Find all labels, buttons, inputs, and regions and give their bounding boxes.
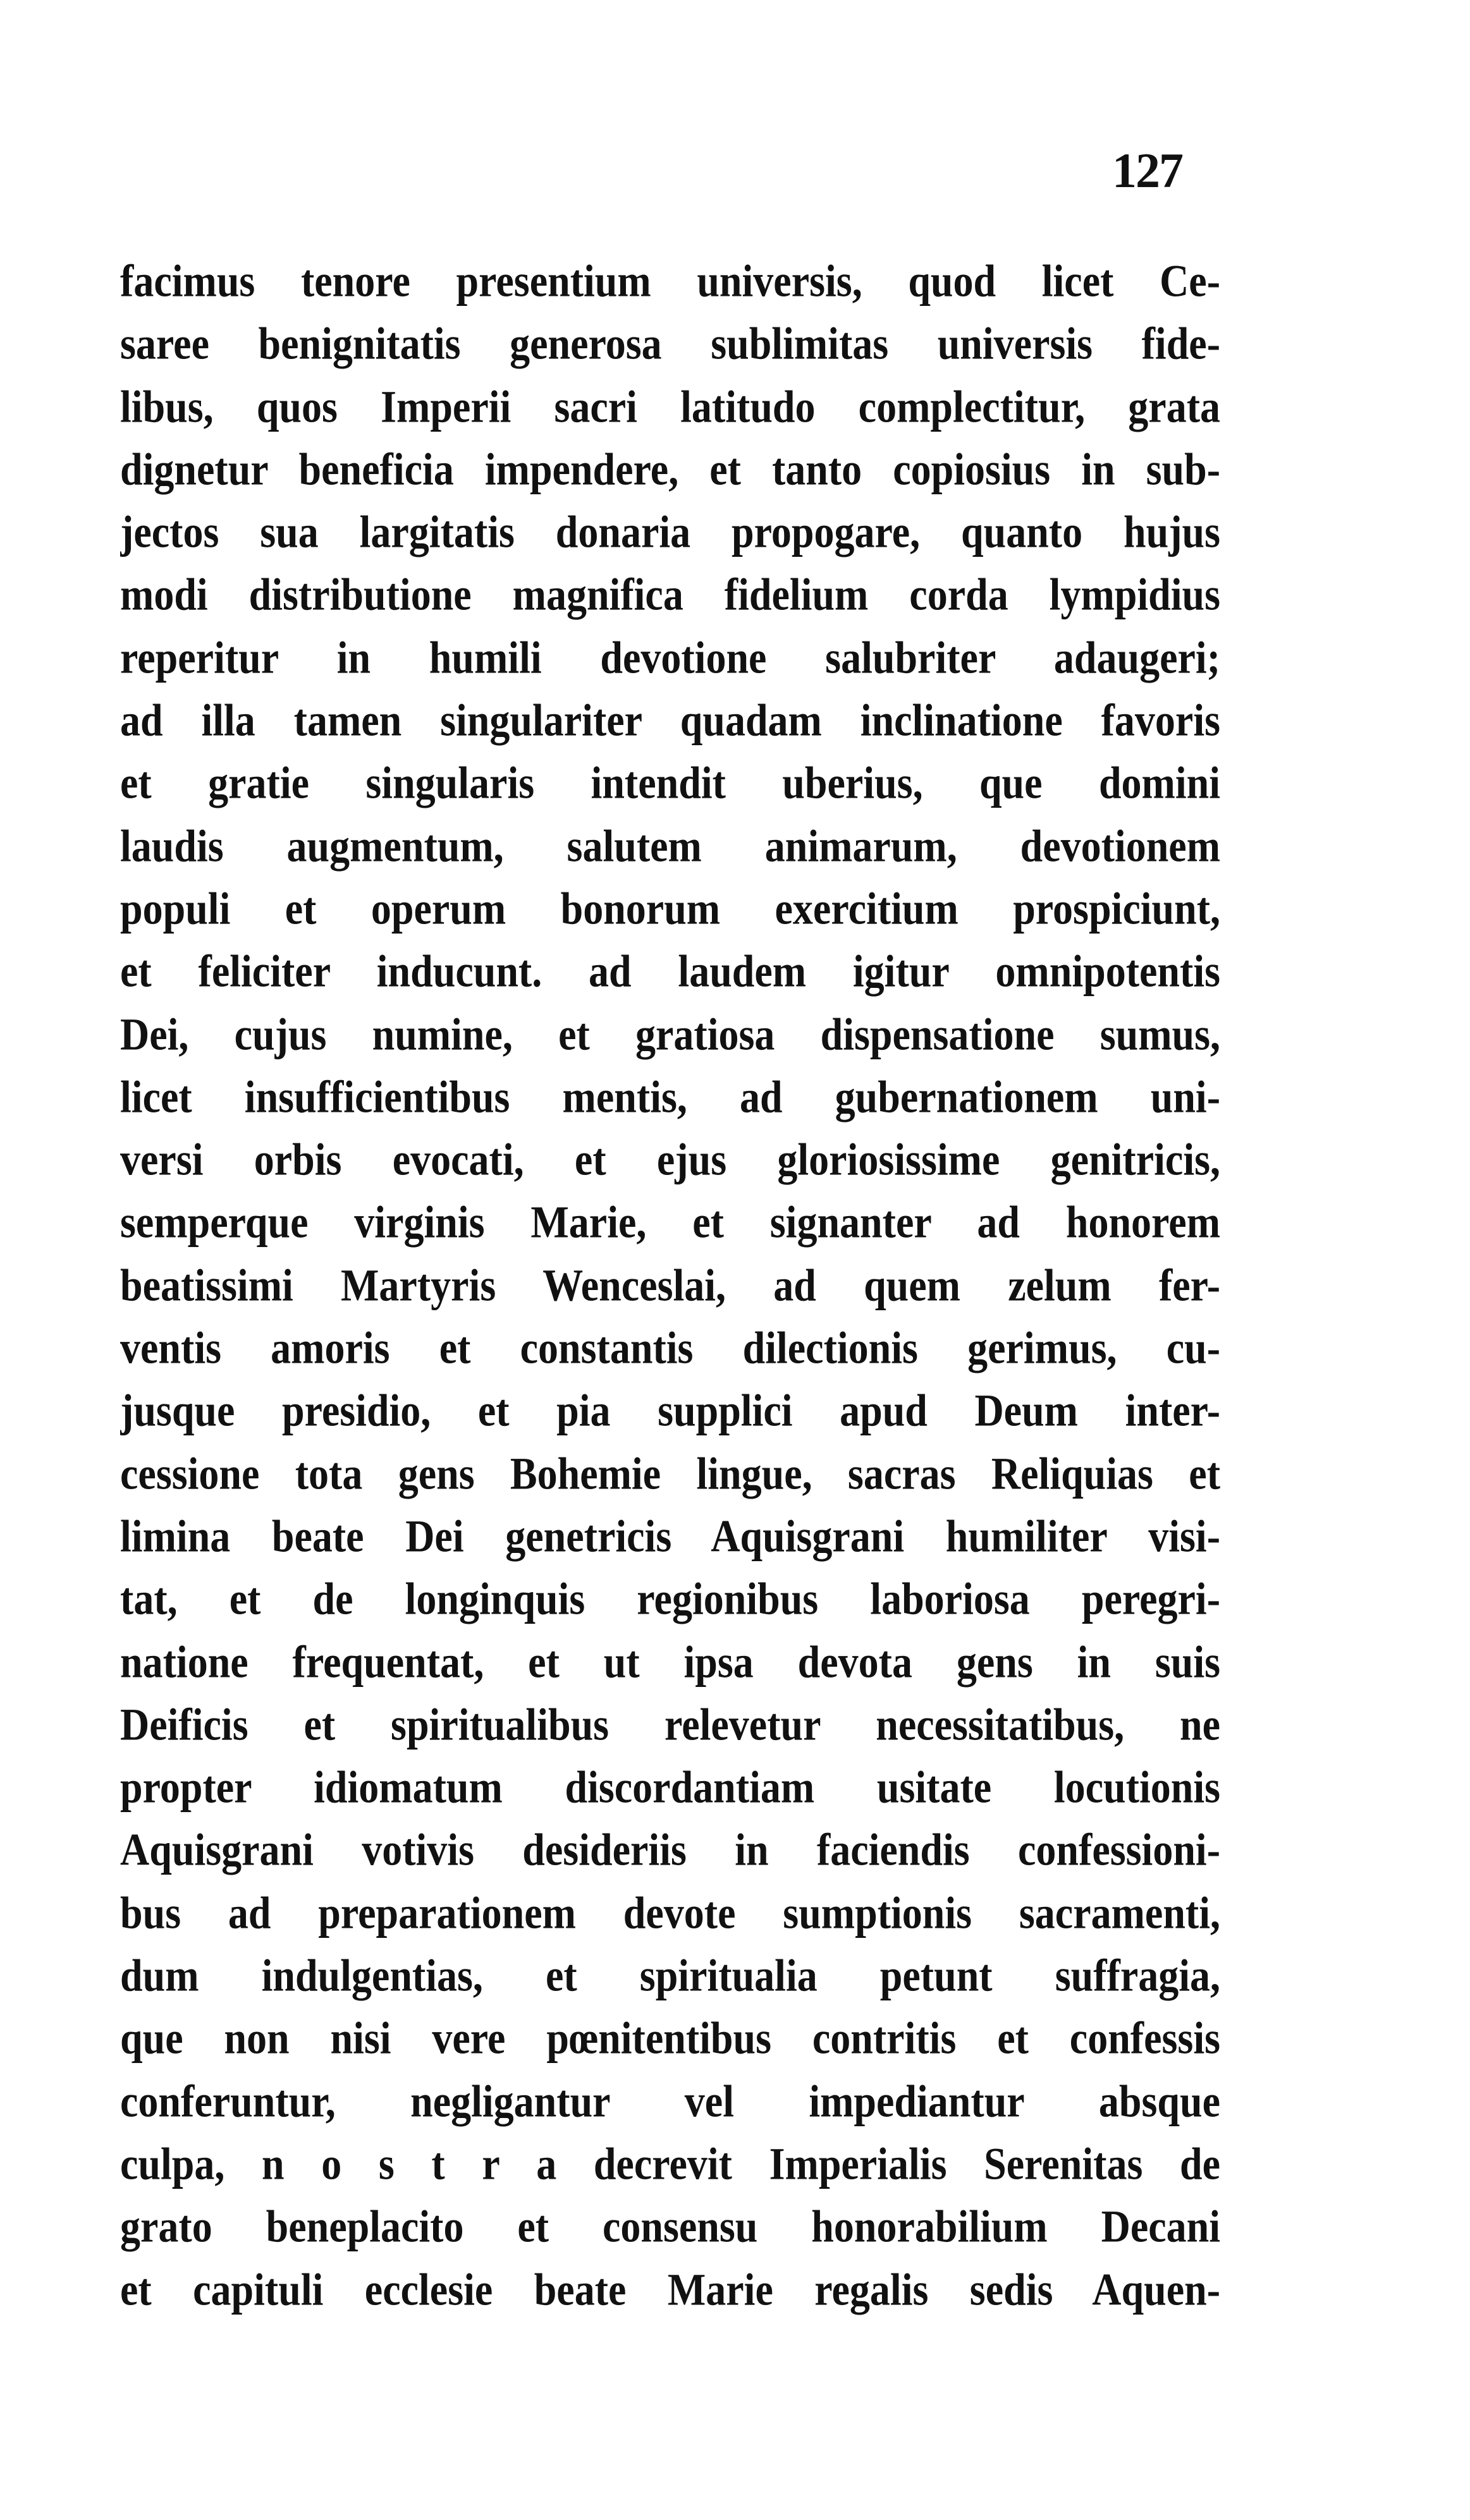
text-line: et gratie singularis intendit uberius, que domini xyxy=(120,758,1220,808)
text-line: conferuntur, negligantur vel impediantur absque xyxy=(120,2076,1220,2126)
text-line: dignetur beneficia impendere, et tanto copiosius in sub- xyxy=(120,444,1220,495)
text-line: Deificis et spiritualibus relevetur necessitatibus, ne xyxy=(120,1699,1220,1750)
text-line: culpa, n o s t r a decrevit Imperialis Serenitas de xyxy=(120,2138,1220,2189)
text-line: limina beate Dei genetricis Aquisgrani humiliter visi- xyxy=(120,1511,1220,1562)
text-line: reperitur in humili devotione salubriter adaugeri; xyxy=(120,632,1220,683)
text-line: laudis augmentum, salutem animarum, devotionem xyxy=(120,820,1220,871)
text-line: jusque presidio, et pia supplici apud Deum inter- xyxy=(120,1385,1220,1436)
page-number: 127 xyxy=(1112,143,1182,198)
text-line: beatissimi Martyris Wenceslai, ad quem zelum fer- xyxy=(120,1260,1220,1310)
text-line: propter idiomatum discordantiam usitate locutionis xyxy=(120,1762,1220,1813)
text-line: dum indulgentias, et spiritualia petunt suffragia, xyxy=(120,1950,1220,2001)
text-line: et feliciter inducunt. ad laudem igitur omnipotentis xyxy=(120,946,1220,997)
text-line: saree benignitatis generosa sublimitas universis fide- xyxy=(120,319,1220,369)
text-line: cessione tota gens Bohemie lingue, sacras Reliquias et xyxy=(120,1448,1220,1499)
body-text xyxy=(120,250,1220,2321)
text-line: Aquisgrani votivis desideriis in faciendis confessioni- xyxy=(120,1825,1220,1875)
text-line: Dei, cujus numine, et gratiosa dispensatione sumus, xyxy=(120,1009,1220,1059)
text-line: libus, quos Imperii sacri latitudo complectitur, grata xyxy=(120,381,1220,432)
text-line: jectos sua largitatis donaria propogare, quanto hujus xyxy=(120,506,1220,557)
text-line: que non nisi vere pœnitentibus contritis et confessis xyxy=(120,2013,1220,2064)
text-line: populi et operum bonorum exercitium prospiciunt, xyxy=(120,883,1220,934)
text-line: grato beneplacito et consensu honorabilium Decani xyxy=(120,2201,1220,2252)
text-line: ventis amoris et constantis dilectionis gerimus, cu- xyxy=(120,1322,1220,1373)
text-line: ad illa tamen singulariter quadam inclinatione favoris xyxy=(120,695,1220,746)
text-line: et capituli ecclesie beate Marie regalis sedis Aquen- xyxy=(120,2264,1220,2315)
text-line: modi distributione magnifica fidelium corda lympidius xyxy=(120,569,1220,620)
text-line: tat, et de longinquis regionibus laboriosa peregri- xyxy=(120,1573,1220,1624)
text-line: facimus tenore presentium universis, quod licet Ce- xyxy=(120,255,1220,307)
text-line: licet insufficientibus mentis, ad gubernationem uni- xyxy=(120,1071,1220,1123)
text-line: versi orbis evocati, et ejus gloriosissime genitricis, xyxy=(120,1134,1220,1185)
text-line: semperque virginis Marie, et signanter ad honorem xyxy=(120,1197,1220,1248)
text-line: bus ad preparationem devote sumptionis sacramenti, xyxy=(120,1887,1220,1938)
text-line: natione frequentat, et ut ipsa devota gens in suis xyxy=(120,1636,1220,1687)
